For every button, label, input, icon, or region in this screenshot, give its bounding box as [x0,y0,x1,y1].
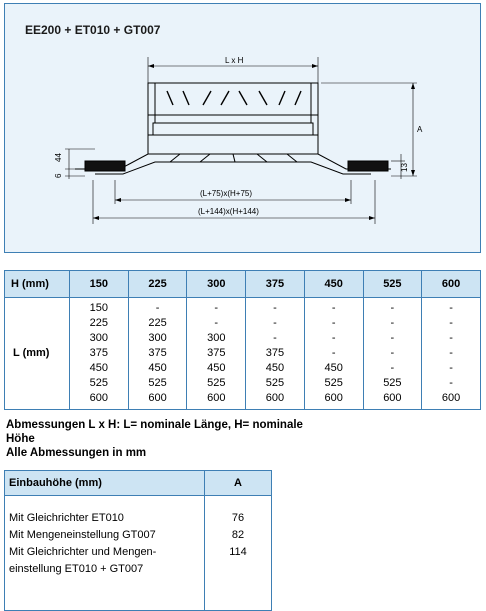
dim-a: A [417,125,423,134]
h-header: H (mm) [5,271,70,298]
dim-outer75: (L+75)x(H+75) [200,189,253,198]
l-value: - [390,347,395,359]
height-values-cell [205,496,272,611]
height-row-value: 76 [231,512,245,524]
size-table [4,270,481,410]
l-value: - [449,347,453,359]
h-col-header: 300 [187,271,246,298]
h-col-header: 525 [363,271,422,298]
l-value: - [449,362,453,374]
section-drawing [5,4,482,254]
l-value: - [449,377,453,389]
height-row-value: 82 [231,529,245,541]
l-values-column [70,298,129,410]
height-row-value: 114 [229,546,247,558]
h-col-header: 375 [246,271,305,298]
l-value: 600 [383,392,402,404]
l-value: 450 [148,362,167,374]
h-col-header: 225 [128,271,187,298]
l-value: 375 [265,347,285,359]
height-row-label: Mit Gleichrichter und Mengen- [9,546,157,558]
l-value: 525 [207,377,226,389]
l-values-column [128,298,187,410]
l-value: - [449,302,453,314]
height-header-a: A [205,471,272,496]
technical-drawing-panel [4,3,481,253]
l-value: 300 [207,332,226,344]
dim-13: 13 [400,163,409,172]
l-value: - [214,317,219,329]
drawing-title: EE200 + ET010 + GT007 [25,23,161,37]
dim-outer144: (L+144)x(H+144) [198,207,259,216]
installation-height-table [4,470,272,611]
l-value: 450 [89,362,109,374]
l-value: 300 [148,332,167,344]
l-value: - [449,332,453,344]
height-row-label: einstellung ET010 + GT007 [9,563,144,575]
l-value: - [273,332,277,344]
l-value: 150 [89,302,109,314]
l-value: - [390,362,395,374]
l-value: - [449,317,453,329]
l-value: 525 [383,377,402,389]
l-value: 525 [324,377,343,389]
l-value: 375 [89,347,109,359]
l-value: 600 [207,392,226,404]
l-value: 300 [89,332,109,344]
l-value: 450 [265,362,285,374]
l-value: 450 [207,362,226,374]
size-table-header-row [5,271,481,298]
l-value: - [390,332,395,344]
l-value: - [214,302,219,314]
l-values-column [187,298,246,410]
height-row-label: Mit Gleichrichter ET010 [9,512,124,524]
l-value: 600 [324,392,343,404]
dim-6: 6 [54,173,63,178]
l-value: - [331,332,336,344]
height-labels-cell [5,496,205,611]
note-line: Höhe [6,433,35,445]
l-value: 600 [148,392,167,404]
height-table-body-row [5,496,272,611]
l-value: 525 [89,377,109,389]
l-value: - [273,302,277,314]
height-row-value [209,561,267,578]
h-col-header: 600 [422,271,481,298]
l-value: 375 [207,347,226,359]
dim-44: 44 [54,153,63,162]
l-value: - [390,302,395,314]
l-value: - [273,317,277,329]
l-value: - [331,302,336,314]
l-value: 225 [148,317,167,329]
l-value: 375 [148,347,167,359]
l-value: 525 [148,377,167,389]
note-line: Abmessungen L x H: L= nominale Länge, H= nominale [6,419,303,431]
l-value: 600 [265,392,285,404]
h-col-header: 150 [70,271,129,298]
l-value: 525 [265,377,285,389]
dim-lxh: L x H [225,56,244,65]
l-value: - [331,317,336,329]
l-value: 600 [89,392,109,404]
h-col-header: 450 [304,271,363,298]
height-table-header-row [5,471,272,496]
l-value: - [155,302,160,314]
l-value: - [390,317,395,329]
notes [6,418,303,460]
height-header-label: Einbauhöhe (mm) [5,471,205,496]
l-label: L (mm) [5,298,70,410]
l-values-column [304,298,363,410]
height-row-label: Mit Mengeneinstellung GT007 [9,529,156,541]
l-value: 225 [89,317,109,329]
l-value: - [331,347,336,359]
l-value: 450 [324,362,343,374]
size-table-body-row [5,298,481,410]
l-values-column [246,298,305,410]
l-values-column [422,298,481,410]
note-line: Alle Abmessungen in mm [6,447,147,459]
l-value: 600 [441,392,461,404]
l-values-column [363,298,422,410]
